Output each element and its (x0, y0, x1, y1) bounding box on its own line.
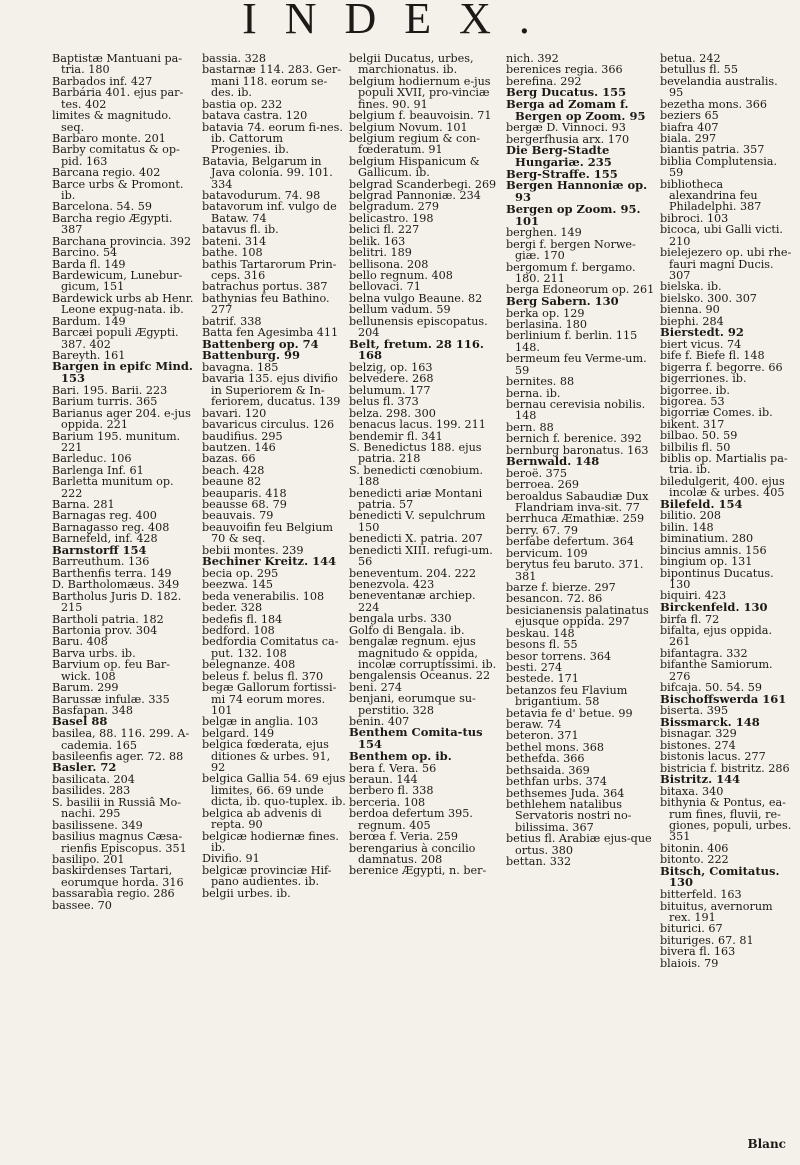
index-entry: bituitus, avernorum rex. 191 (660, 899, 773, 925)
index-entry: bazas. 66 (202, 452, 256, 466)
index-entry: bingium op. 131 (660, 555, 753, 569)
index-entry: barze f. bierze. 297 (506, 580, 616, 594)
index-entry: bettan. 332 (506, 855, 572, 869)
index-entry: biafra 407 (660, 120, 719, 134)
index-entry: bikent. 317 (660, 417, 725, 431)
index-entry: bifantagra. 332 (660, 646, 748, 660)
index-entry: batrif. 338 (202, 314, 262, 328)
index-entry: betavia fe d' betue. 99 (506, 706, 633, 720)
index-entry: Berg Sabern. 130 (506, 293, 619, 308)
index-entry: bituriges. 67. 81 (660, 933, 754, 947)
index-entry: bipontinus Ducatus. 130 (660, 566, 774, 591)
index-entry: bellisona. 208 (349, 257, 429, 271)
index-entry: S. Benedictus 188. ejus patria. 218 (349, 440, 482, 466)
index-entry: bistricia f. bistritz. 286 (660, 761, 790, 775)
index-entry: belgrad Pannoniæ. 234 (349, 189, 481, 203)
index-entry: bigorree. ib. (660, 383, 730, 397)
index-entry: bigerriones. ib. (660, 372, 747, 386)
index-entry: bifcaja. 50. 54. 59 (660, 681, 762, 695)
index-entry: Barna. 281 (52, 498, 115, 512)
index-entry: S. basilii in Russiâ Mo-nachi. 295 (52, 795, 182, 821)
index-entry: benedicti XIII. refugi-um. 56 (349, 543, 493, 569)
index-entry: berenices regia. 366 (506, 63, 623, 77)
index-entry: bautzen. 146 (202, 440, 276, 454)
index-entry: bergomum f. bergamo. 180. 211 (506, 260, 636, 285)
index-entry: Bardewick urbs ab Henr. Leone expug-nata. ib. (52, 291, 194, 317)
index-entry: biantis patria. 357 (660, 143, 765, 157)
index-entry: bedford. 108 (202, 623, 275, 637)
index-entry: belus fl. 373 (349, 395, 419, 409)
index-entry: Barium 195. munitum. 221 (52, 429, 181, 454)
index-entry: belumum. 177 (349, 383, 431, 397)
index-entry: Bartholi patria. 182 (52, 612, 164, 626)
index-entry: bastarnæ 114. 283. Ger-mani 118. eorum se-des. ib. (202, 63, 341, 100)
index-entry: Bareyth. 161 (52, 348, 126, 362)
index-entry: Barcha regio Ægypti. 387 (52, 211, 173, 237)
index-entry: Bistritz. 144 (660, 772, 741, 787)
index-entry: berghen. 149 (506, 226, 582, 240)
index-entry: beziers 65 (660, 109, 719, 123)
index-entry: betius fl. Arabiæ ejus-que ortus. 380 (506, 832, 652, 857)
index-entry: bassia. 328 (202, 52, 267, 65)
index-entry: Divifio. 91 (202, 852, 260, 866)
index-entry: belici fl. 227 (349, 223, 420, 237)
index-entry: bethsemes Juda. 364 (506, 786, 625, 800)
index-entry: belna vulgo Beaune. 82 (349, 291, 483, 305)
index-entry: Barnagasso reg. 408 (52, 520, 170, 534)
index-entry: belgard. 149 (202, 726, 275, 740)
index-entry: biquiri. 423 (660, 589, 727, 603)
index-entry: bethsaida. 369 (506, 763, 590, 777)
index-entry: bassarabia regio. 286 (52, 887, 175, 901)
index-entry: bello regnum. 408 (349, 269, 453, 283)
index-entry: beroë. 375 (506, 466, 567, 480)
index-entry: baskirdenses Tartari, eorumque horda. 316 (52, 864, 184, 889)
index-entry: biblia Complutensia. 59 (660, 154, 777, 180)
index-entry: Bitsch, Comitatus. 130 (660, 863, 780, 890)
index-entry: bincius amnis. 156 (660, 543, 767, 557)
index-entry: bibroci. 103 (660, 211, 729, 225)
index-entry: Barum. 299 (52, 681, 119, 695)
index-entry: bebii montes. 239 (202, 543, 304, 557)
index-entry: beteron. 371 (506, 729, 579, 743)
index-entry: bastia op. 232 (202, 97, 283, 111)
index-entry: Bilefeld. 154 (660, 496, 743, 511)
index-entry: Batta fen Agesimba 411 (202, 326, 339, 340)
index-entry: Battenberg op. 74 (202, 336, 319, 351)
index-entry: benjani, eorumque su-perstitio. 328 (349, 692, 476, 717)
index-entry: Barce urbs & Promont. ib. (52, 177, 184, 203)
index-entry: Birckenfeld. 130 (660, 599, 768, 614)
index-entry: betanzos feu Flavium brigantium. 58 (506, 683, 628, 709)
index-entry: belgradum. 279 (349, 200, 439, 214)
index-column-3 (349, 53, 499, 877)
index-entry: bienna. 90 (660, 303, 720, 317)
index-entry: biminatium. 280 (660, 532, 754, 546)
index-entry: bifanthe Samiorum. 276 (660, 658, 773, 683)
index-entry: berna. ib. (506, 386, 561, 400)
index-entry: benedicti V. sepulchrum 150 (349, 509, 486, 534)
index-entry: Bartonia prov. 304 (52, 623, 158, 637)
index-entry: bernich f. berenice. 392 (506, 432, 642, 446)
index-entry: berbero fl. 338 (349, 784, 434, 798)
index-entry: Barium turris. 365 (52, 395, 158, 409)
index-entry: belgii urbes. ib. (202, 886, 291, 900)
index-entry: beauvais. 79 (202, 509, 274, 523)
index-entry: beezwa. 145 (202, 578, 274, 592)
index-entry: blaiois. 79 (660, 956, 719, 970)
index-entry: batavus fl. ib. (202, 223, 279, 237)
index-entry: beroaldus Sabaudiæ Dux Flandriam inva-sit. 77 (506, 489, 649, 515)
index-entry: bergerfhusia arx. 170 (506, 132, 630, 146)
index-entry: besicianensis palatinatus ejusque oppida. 297 (506, 603, 649, 629)
index-entry: bernites. 88 (506, 375, 575, 389)
index-entry: besti. 274 (506, 660, 563, 674)
index-entry: Barbaro monte. 201 (52, 131, 166, 145)
index-entry: benedicti X. patria. 207 (349, 532, 483, 546)
index-entry: Barcæi populi Ægypti. 387. 402 (52, 326, 179, 351)
index-entry: bellovaci. 71 (349, 280, 421, 294)
index-entry: Basler. 72 (52, 760, 117, 775)
index-entry: belgii Ducatus, urbes, marchionatus. ib. (349, 52, 474, 77)
index-entry: beneventum. 204. 222 (349, 566, 476, 580)
index-entry: besons fl. 55 (506, 638, 578, 652)
index-entry: Basel 88 (52, 714, 108, 729)
index-entry: benacus lacus. 199. 211 (349, 418, 486, 432)
index-entry: bellunensis episcopatus. 204 (349, 314, 488, 340)
index-entry: Bartholus Juris D. 182. 215 (52, 589, 182, 615)
index-entry: belgica Gallia 54. 69 ejus limites, 66. 69 unde dicta, ib. quo-tuplex. ib. (202, 772, 346, 809)
index-entry: bengalæ regnum. ejus magnitudo & oppida, incolæ corruptissimi. ib. (349, 635, 497, 671)
index-entry: beni. 274 (349, 680, 403, 694)
index-entry: berytus feu baruto. 371. 381 (506, 558, 644, 583)
index-entry: Barussæ infulæ. 335 (52, 692, 170, 706)
index-entry: berga Edoneorum op. 261 (506, 283, 655, 297)
index-entry: bervicum. 109 (506, 546, 588, 560)
index-entry: Barnstorff 154 (52, 542, 147, 557)
index-entry: bigorriæ Comes. ib. (660, 406, 773, 420)
index-entry: benin. 407 (349, 715, 410, 729)
index-entry: berengarius à concilio damnatus. 208 (349, 841, 476, 867)
index-entry: basilissene. 349 (52, 818, 143, 832)
index-entry: Barbária 401. ejus par-tes. 402 (52, 86, 184, 111)
index-entry: belgicæ provinciæ Hif-pano audientes. ib. (202, 863, 332, 889)
index-entry: Barbados inf. 427 (52, 74, 153, 88)
index-entry: bitaxa. 340 (660, 784, 724, 798)
index-entry: biserta. 395 (660, 704, 729, 718)
index-entry: bisnagar. 329 (660, 727, 737, 741)
index-entry: Bierstedt. 92 (660, 325, 744, 340)
index-entry: Barvium op. feu Bar-wick. 108 (52, 658, 171, 683)
index-entry: biephi. 284 (660, 314, 724, 328)
index-entry: bethfan urbs. 374 (506, 775, 607, 789)
index-entry: bera f. Vera. 56 (349, 761, 437, 775)
index-entry: belik. 163 (349, 234, 406, 248)
index-entry: basileenfis ager. 72. 88 (52, 749, 184, 763)
index-entry: beda venerabilis. 108 (202, 589, 325, 603)
index-entry: bernburg baronatus. 163 (506, 443, 649, 457)
index-entry: bistonis lacus. 277 (660, 750, 766, 764)
index-entry: basilea, 88. 116. 299. A-cademia. 165 (52, 727, 190, 752)
index-entry: bavari. 120 (202, 406, 267, 420)
index-entry: Batavia, Belgarum in Java colonia. 99. 101. 334 (202, 154, 333, 191)
index-entry: Bardewicum, Lunebur-gicum, 151 (52, 269, 183, 294)
index-entry: belgica ab advenis di repta. 90 (202, 806, 322, 832)
index-entry: belgium hodiernum e-jus populi XVII, pro-vinciæ fines. 90. 91 (349, 74, 491, 111)
index-entry: becia op. 295 (202, 566, 279, 580)
index-entry: birfa fl. 72 (660, 612, 720, 626)
index-entry: betua. 242 (660, 52, 721, 65)
index-entry: Barnefeld, inf. 428 (52, 532, 158, 546)
index-entry: Barreuthum. 136 (52, 555, 150, 569)
index-entry: benedicti ariæ Montani patria. 57 (349, 486, 483, 512)
index-entry: bitonto. 222 (660, 853, 729, 867)
index-entry: belgium regium & con-fœderatum. 91 (349, 131, 481, 157)
index-entry: Belt, fretum. 28 116. 168 (349, 336, 484, 363)
index-entry: basilides. 283 (52, 784, 131, 798)
index-entry: Bari. 195. Barii. 223 (52, 383, 168, 397)
index-entry: berlasina. 180 (506, 317, 588, 331)
index-entry: bifalta, ejus oppida. 261 (660, 623, 773, 649)
index-entry: bavaricus circulus. 126 (202, 418, 335, 432)
index-entry: Berg Ducatus. 155 (506, 85, 627, 100)
index-column-2 (202, 53, 346, 899)
index-entry: bilbao. 50. 59 (660, 429, 738, 443)
index-entry: berfabe defertum. 364 (506, 535, 634, 549)
index-entry: betullus fl. 55 (660, 63, 738, 77)
index-entry: bevelandia australis. 95 (660, 74, 778, 100)
index-entry: beskau. 148 (506, 626, 575, 640)
index-entry: bathis Tartarorum Prin-ceps. 316 (202, 257, 337, 283)
index-entry: berenice Ægypti, n. ber- (349, 864, 487, 878)
index-entry: bistones. 274 (660, 738, 736, 752)
index-entry: belzig, op. 163 (349, 360, 433, 374)
index-entry: bilbilis fl. 50 (660, 440, 731, 454)
index-entry: bitonin. 406 (660, 841, 729, 855)
index-entry: beauvoifin feu Belgium 70 & seq. (202, 520, 334, 546)
index-entry: berroea. 269 (506, 478, 579, 492)
index-entry: bicoca, ubi Galli victi. 210 (660, 223, 783, 248)
index-entry: Barva urbs. ib. (52, 646, 136, 660)
index-entry: bielejezero op. ubi rhe-fauri magni Ducis. 307 (660, 246, 792, 283)
index-entry: S. benedicti cœnobium. 188 (349, 463, 483, 489)
index-entry: berka op. 129 (506, 306, 585, 320)
index-entry: Baptistæ Mantuani pa-tria. 180 (52, 52, 183, 77)
index-entry: Barcino. 54 (52, 246, 118, 260)
index-entry: bergi f. bergen Norwe-giæ. 170 (506, 237, 636, 263)
index-entry: Bernwald. 148 (506, 454, 600, 469)
index-entry: biblis op. Martialis pa-tria. ib. (660, 452, 788, 477)
index-entry: Bissmarck. 148 (660, 714, 760, 729)
index-entry: Barcelona. 54. 59 (52, 200, 153, 214)
index-entry: belgium Novum. 101 (349, 120, 468, 134)
index-entry: Barleduc. 106 (52, 452, 132, 466)
index-entry: berœa f. Veria. 259 (349, 830, 459, 844)
index-entry: benezvola. 423 (349, 578, 435, 591)
index-entry: berrhuca Æmathiæ. 259 (506, 512, 645, 526)
index-entry: bavagna. 185 (202, 360, 279, 374)
index-entry: belgium Hispanicum & Gallicum. ib. (349, 154, 480, 180)
index-entry: limites & magnitudo. seq. (52, 109, 172, 134)
index-entry: bengalensis Oceanus. 22 (349, 669, 491, 683)
index-entry: bethel mons. 368 (506, 740, 604, 754)
index-entry: besancon. 72. 86 (506, 592, 603, 606)
index-column-1 (52, 53, 196, 911)
index-entry: Bergen Hannoniæ op. 93 (506, 178, 648, 205)
index-entry: bielsko. 300. 307 (660, 291, 757, 305)
index-column-5 (660, 53, 792, 969)
index-entry: beach. 428 (202, 463, 265, 477)
index-entry: Bechiner Kreitz. 144 (202, 554, 337, 569)
index-entry: bithynia & Pontus, ea-rum fines, fluvii, re-giones, populi, urbes. 351 (660, 796, 792, 844)
index-entry: bezetha mons. 366 (660, 97, 767, 111)
index-entry: belvedere. 268 (349, 372, 434, 386)
index-entry: Barlenga Inf. 61 (52, 463, 144, 477)
index-entry: bern. 88 (506, 420, 554, 434)
index-entry: bibliotheca alexandrina feu Philadelphi. 387 (660, 177, 762, 214)
index-entry: berry. 67. 79 (506, 523, 579, 537)
index-entry: batava castra. 120 (202, 109, 308, 123)
index-entry: bermeum feu Verme-um. 59 (506, 352, 647, 377)
index-entry: bigerra f. begorre. 66 (660, 360, 783, 374)
index-entry: belegnanze. 408 (202, 658, 296, 672)
index-entry: Barcana regio. 402 (52, 166, 161, 180)
index-entry: Battenburg. 99 (202, 348, 300, 363)
index-entry: Berga ad Zomam f. Bergen op Zoom. 95 (506, 96, 646, 123)
page-header (0, 0, 800, 50)
index-column-4 (506, 53, 656, 868)
index-entry: besor torrens. 364 (506, 649, 612, 663)
index-entry: Berg-Straffe. 155 (506, 166, 618, 181)
index-entry: beaune 82 (202, 475, 262, 489)
index-entry: batavodurum. 74. 98 (202, 189, 321, 203)
index-entry: Barda fl. 149 (52, 257, 126, 271)
index-entry: basilius magnus Cæsa-rienfis Episcopus. 351 (52, 830, 187, 855)
index-entry: biert vicus. 74 (660, 337, 742, 351)
index-entry: biala. 297 (660, 131, 717, 145)
index-entry: bathe. 108 (202, 246, 263, 260)
index-entry: berdoa defertum 395. regnum. 405 (349, 807, 473, 832)
catchword: Blanc (747, 1137, 786, 1151)
index-entry: beder. 328 (202, 601, 263, 615)
index-entry: baudifius. 295 (202, 429, 283, 443)
index-entry: basilipo. 201 (52, 853, 125, 867)
index-entry: Benthem Comita-tus 154 (349, 725, 483, 752)
index-entry: beraw. 74 (506, 718, 562, 732)
index-entry: bilin. 148 (660, 520, 714, 534)
index-entry: bavaria 135. ejus divifio in Superiorem & In-feriorem, ducatus. 139 (202, 372, 341, 409)
index-entry: berlinium f. berlin. 115 148. (506, 329, 638, 354)
index-entry: bife f. Biefe fl. 148 (660, 349, 765, 363)
index-entry: Die Berg-Stadte Hungariæ. 235 (506, 143, 612, 169)
index-entry: berceria. 108 (349, 795, 426, 809)
index-entry: Benthem op. ib. (349, 748, 452, 763)
index-entry: Barletta munitum op. 222 (52, 475, 174, 500)
index-entry: bethefda. 366 (506, 752, 585, 766)
index-entry: biledulgerit, 400. ejus incolæ & urbes. 405 (660, 474, 785, 500)
index-entry: beraun. 144 (349, 773, 418, 787)
index-entry: batavorum inf. vulgo de Bataw. 74 (202, 200, 337, 225)
index-entry: bilitio. 208 (660, 509, 721, 523)
index-entry: bateni. 314 (202, 234, 267, 248)
index-entry: begæ Gallorum fortissi-mi 74 eorum mores. 101 (202, 681, 337, 717)
index-entry: beneventanæ archiep. 224 (349, 589, 476, 614)
index-entry: Barchana provincia. 392 (52, 234, 192, 248)
page-title: INDEX. (242, 0, 558, 43)
index-entry: bedfordia Comitatus ca-put. 132. 108 (202, 635, 339, 660)
index-entry: bielska. ib. (660, 280, 722, 294)
index-entry: batavia 74. eorum fi-nes. ib. Cattorum Progenies. ib. (202, 120, 343, 157)
index-entry: Barby comitatus & op-pid. 163 (52, 143, 180, 168)
index-entry: bestede. 171 (506, 672, 579, 686)
index-entry: Bergen op Zoom. 95. 101 (506, 201, 641, 228)
index-entry: belgæ in anglia. 103 (202, 715, 319, 729)
index-entry: bigorea. 53 (660, 394, 725, 408)
index-entry: belza. 298. 300 (349, 406, 436, 420)
index-entry: batrachus portus. 387 (202, 280, 328, 294)
index-entry: bedefis fl. 184 (202, 612, 283, 626)
index-entry: belitri. 189 (349, 246, 412, 260)
index-entry: bathynias feu Bathino. 277 (202, 291, 330, 317)
index-entry: Barnagas reg. 400 (52, 509, 157, 523)
index-entry: nich. 392 (506, 52, 559, 65)
index-entry: bergæ D. Vinnoci. 93 (506, 121, 626, 135)
index-entry: berefina. 292 (506, 74, 582, 88)
index-entry: belicastro. 198 (349, 211, 434, 225)
index-entry: Barthenfis terra. 149 (52, 566, 172, 580)
index-entry: bassee. 70 (52, 898, 112, 912)
index-entry: basilicata. 204 (52, 773, 135, 787)
index-entry: bivera fl. 163 (660, 945, 736, 959)
index-entry: belgium f. beauvoisin. 71 (349, 109, 492, 123)
index-entry: beausse 68. 79 (202, 498, 287, 512)
index-entry: Barianus ager 204. e-jus oppida. 221 (52, 406, 191, 432)
index-entry: D. Bartholomæus. 349 (52, 578, 180, 592)
index-entry: Basfapan. 348 (52, 703, 133, 717)
index-entry: Baru. 408 (52, 635, 108, 649)
index-entry: belgicæ hodiernæ fines. ib. (202, 829, 339, 854)
index-entry: bengala urbs. 330 (349, 612, 452, 626)
index-entry: bendemir fl. 341 (349, 429, 443, 443)
index-entry: Bardum. 149 (52, 314, 126, 328)
index-entry: biturici. 67 (660, 922, 723, 936)
index-entry: Bargen in epifc Mind. 153 (52, 359, 193, 386)
index-entry: belgica fœderata, ejus ditiones & urbes. 91, 92 (202, 738, 331, 775)
index-entry: beleus f. belus fl. 370 (202, 669, 324, 683)
index-entry: Golfo di Bengala. ib. (349, 623, 465, 637)
index-entry: Bischoffswerda 161 (660, 691, 787, 706)
index-entry: bethlehem natalibus Servatoris nostri no-bilissima. 367 (506, 797, 632, 834)
index-entry: bernau cerevisia nobilis. 148 (506, 397, 646, 423)
index-entry: bitterfeld. 163 (660, 888, 742, 902)
index-entry: beauparis. 418 (202, 486, 287, 500)
index-entry: bellum vadum. 59 (349, 303, 451, 317)
index-entry: belgrad Scanderbegi. 269 (349, 177, 497, 191)
